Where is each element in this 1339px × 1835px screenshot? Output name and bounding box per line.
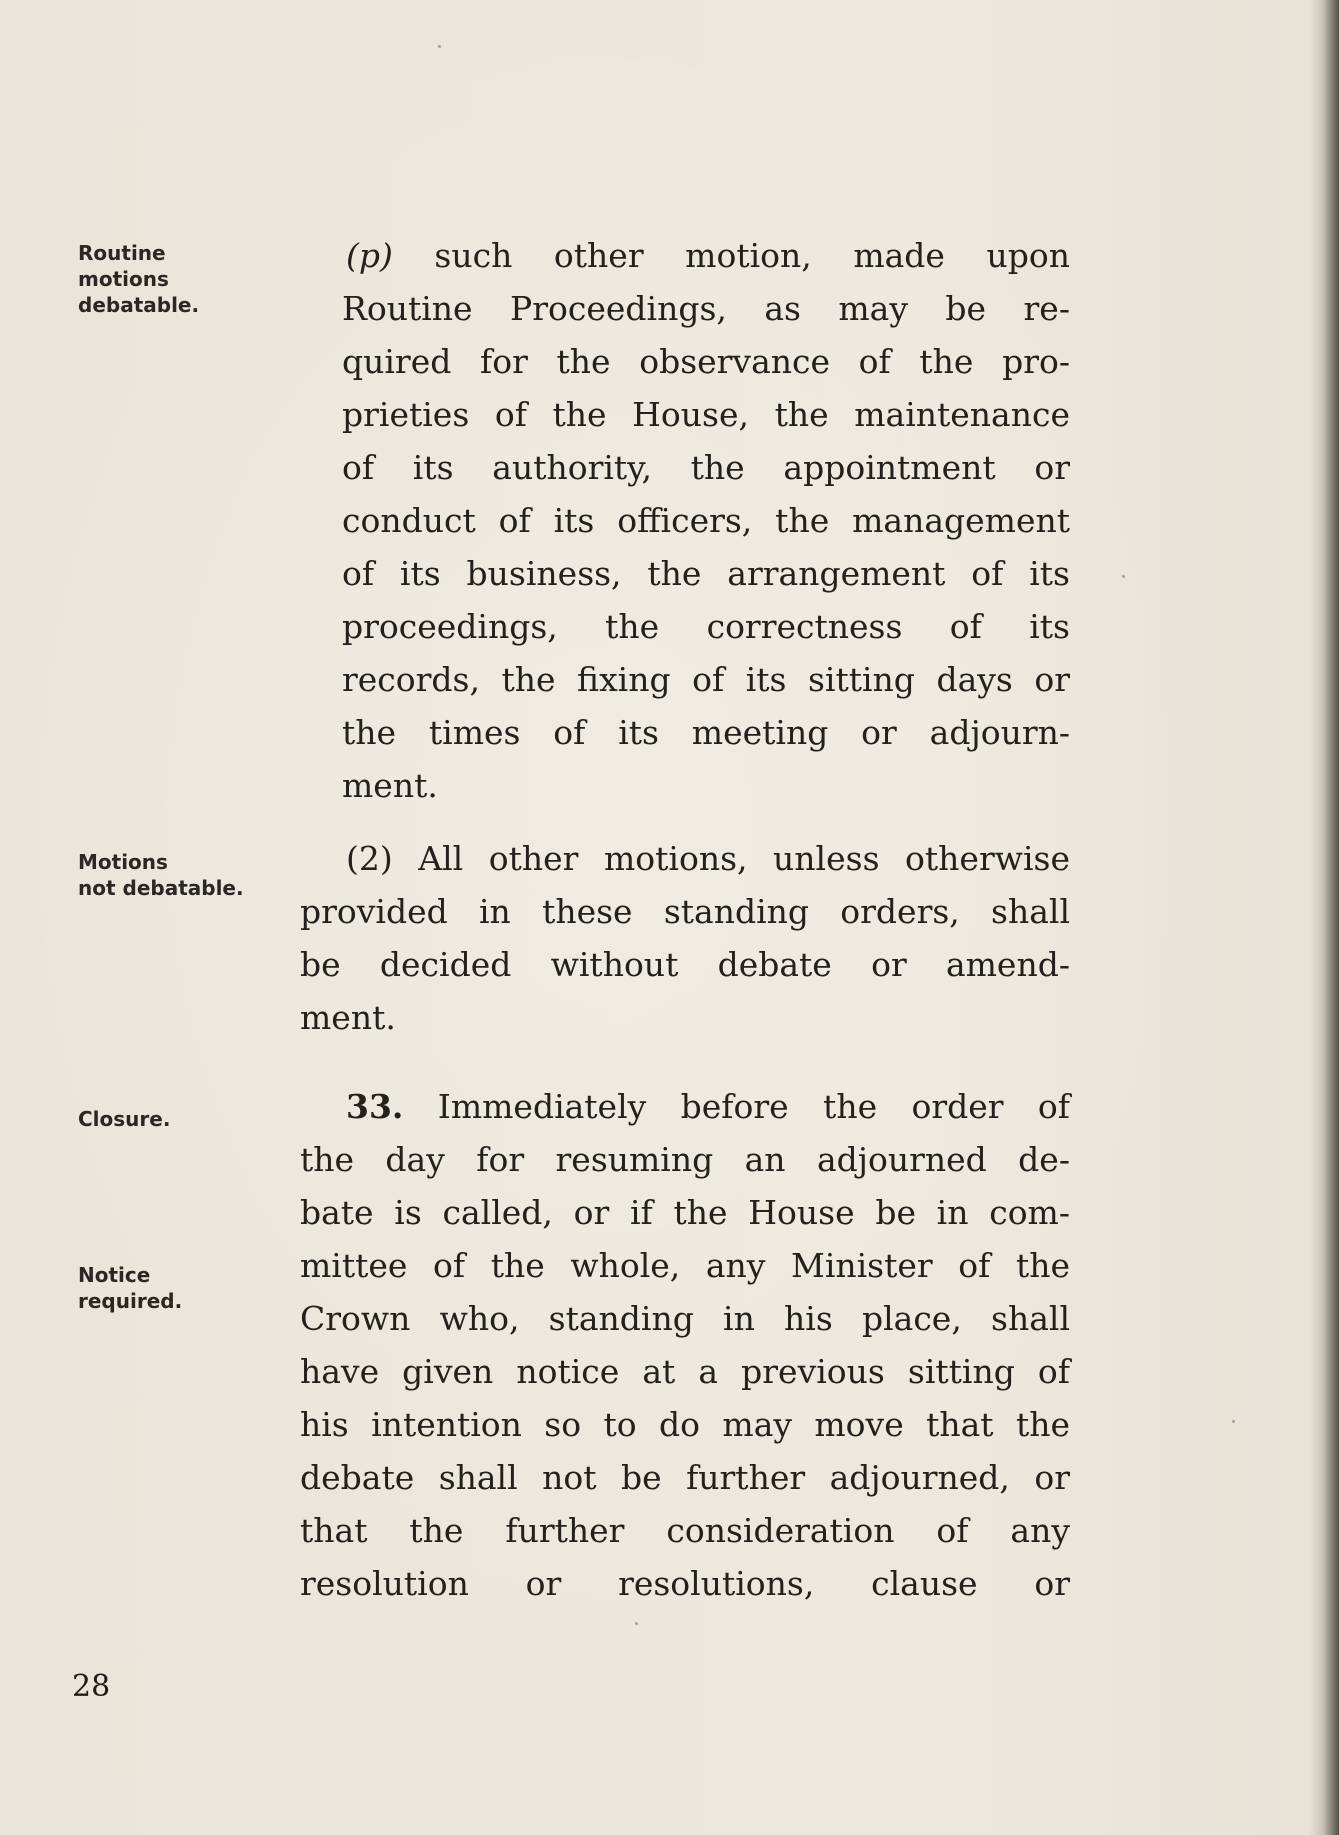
text-line: of its business, the arrangement of its xyxy=(342,554,1070,593)
paragraph-marker: (p) xyxy=(346,236,393,275)
margin-note-closure: Closure. xyxy=(78,1107,171,1131)
text-line: quired for the observance of the pro- xyxy=(342,342,1070,381)
text-line: mittee of the whole, any Minister of the xyxy=(300,1246,1070,1285)
section-number: 33. xyxy=(346,1087,404,1126)
margin-note-routine-motions: Routine motions debatable. xyxy=(78,241,200,317)
paper-speck xyxy=(438,45,441,48)
text-line: debate shall not be further adjourned, or xyxy=(300,1458,1070,1497)
text-line: resolution or resolutions, clause or xyxy=(300,1564,1070,1603)
text-line: his intention so to do may move that the xyxy=(300,1405,1070,1444)
text-line: have given notice at a previous sitting of xyxy=(300,1352,1070,1391)
text-line: Crown who, standing in his place, shall xyxy=(300,1299,1070,1338)
text-line: bate is called, or if the House be in com- xyxy=(300,1193,1070,1232)
paper-speck xyxy=(635,1622,638,1625)
text-line: conduct of its officers, the management xyxy=(342,501,1070,540)
page-number: 28 xyxy=(72,1669,111,1704)
text-line: ment. xyxy=(342,766,438,805)
paper-speck xyxy=(1232,1420,1235,1423)
text-line: that the further consideration of any xyxy=(300,1511,1070,1550)
text-line: (2) All other motions, unless otherwise xyxy=(346,839,1070,878)
book-binding-edge xyxy=(1309,0,1339,1835)
text-line: 33. Immediately before the order of xyxy=(346,1087,1070,1126)
text-line: prieties of the House, the maintenance xyxy=(342,395,1070,434)
text-line: the day for resuming an adjourned de- xyxy=(300,1140,1070,1179)
text-line: proceedings, the correctness of its xyxy=(342,607,1070,646)
text-line: of its authority, the appointment or xyxy=(342,448,1070,487)
text-line: (p) such other motion, made upon xyxy=(346,236,1070,275)
text-line: be decided without debate or amend- xyxy=(300,945,1070,984)
margin-note-notice-required: Notice required. xyxy=(78,1263,183,1313)
text-line: Routine Proceedings, as may be re- xyxy=(342,289,1070,328)
text-line: records, the fixing of its sitting days or xyxy=(342,660,1070,699)
text-line: the times of its meeting or adjourn- xyxy=(342,713,1070,752)
paper-speck xyxy=(1122,575,1125,578)
text-line: provided in these standing orders, shall xyxy=(300,892,1070,931)
text-line: ment. xyxy=(300,998,396,1037)
margin-note-motions-not-debatable: Motions not debatable. xyxy=(78,850,244,900)
